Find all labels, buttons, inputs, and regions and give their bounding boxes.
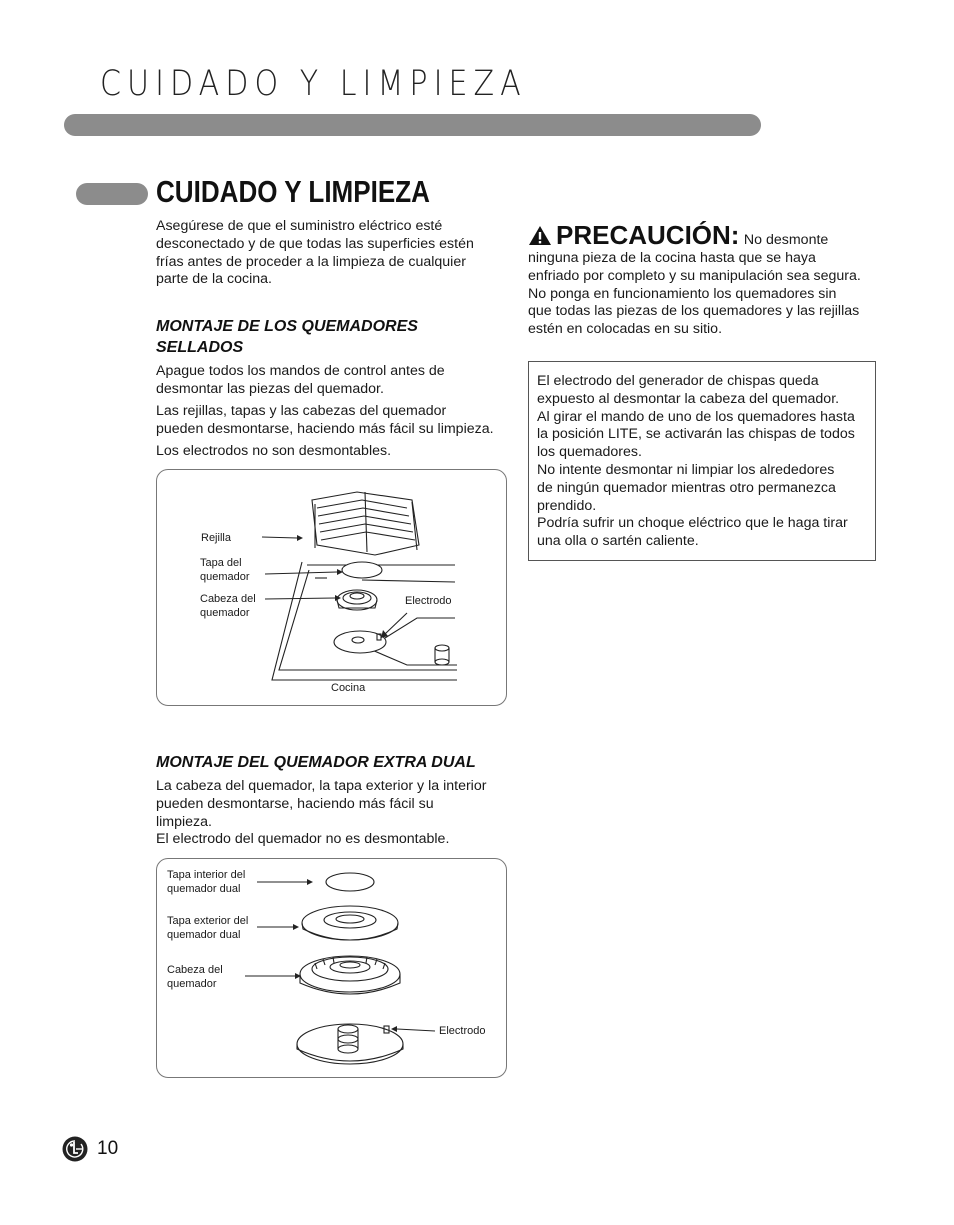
note-line: de ningún quemador mientras otro permanezca	[537, 479, 836, 496]
paragraph-line: pueden desmontarse, haciendo más fácil su	[156, 795, 434, 812]
label-line: quemador	[167, 978, 217, 990]
caution-heading-line	[528, 220, 888, 251]
paragraph-line: limpieza.	[156, 813, 212, 830]
caution-text	[528, 250, 888, 339]
dual-burner-p1	[156, 778, 516, 849]
caution-line: enfriado por completo y su manipulación sea segura.	[528, 267, 861, 284]
label-cooktop: Cocina	[331, 682, 366, 694]
caution-title: PRECAUCIÓN:	[556, 220, 740, 250]
caution-line: que todas las piezas de los quemadores y las rejillas	[528, 303, 860, 320]
caution-inline-text: No desmonte	[743, 232, 829, 248]
label-head	[200, 592, 256, 620]
label-electrode: Electrodo	[405, 595, 452, 607]
heading-line: MONTAJE DE LOS QUEMADORES	[156, 318, 418, 335]
note-line: Podría sufrir un choque eléctrico que le haga tirar	[537, 515, 848, 532]
sealed-burners-figure	[156, 469, 507, 706]
title-bar	[64, 114, 761, 136]
paragraph-line: La cabeza del quemador, la tapa exterior y la interior	[156, 778, 487, 794]
paragraph-line: Las rejillas, tapas y las cabezas del quemador	[156, 403, 447, 419]
label-electrode: Electrodo	[439, 1025, 486, 1037]
dual-burner-heading: MONTAJE DEL QUEMADOR EXTRA DUAL	[156, 754, 476, 771]
note-line: los quemadores.	[537, 444, 642, 461]
intro-paragraph	[156, 218, 516, 289]
heading-line: SELLADOS	[156, 339, 244, 356]
note-line: El electrodo del generador de chispas queda	[537, 373, 819, 389]
caution-line: estén en colocadas en su sitio.	[528, 321, 723, 338]
note-line: No intente desmontar ni limpiar los alrededores	[537, 461, 835, 478]
paragraph-line: pueden desmontarse, haciendo más fácil su limpieza.	[156, 420, 494, 437]
label-line: Tapa del	[200, 557, 242, 569]
label-line: Tapa exterior del	[167, 915, 249, 927]
caution-block	[528, 220, 888, 339]
label-cap	[200, 556, 250, 584]
paragraph-line: desmontar las piezas del quemador.	[156, 380, 384, 397]
caution-line: ninguna pieza de la cocina hasta que se haya	[528, 250, 816, 266]
label-line: quemador dual	[167, 929, 241, 941]
note-line: Al girar el mando de uno de los quemadores hasta	[537, 408, 855, 425]
intro-line: desconectado y de que todas las superficies estén	[156, 235, 474, 252]
sealed-burners-p3: Los electrodos no son desmontables.	[156, 443, 392, 459]
paragraph-line: El electrodo del quemador no es desmontable.	[156, 831, 450, 848]
label-outer-cap	[167, 914, 248, 942]
inner-cap	[326, 873, 374, 891]
sealed-burners-heading	[156, 316, 516, 358]
section-title: CUIDADO Y LIMPIEZA	[156, 174, 430, 209]
note-line: expuesto al desmontar la cabeza del quemador.	[537, 390, 840, 407]
burner-base	[297, 1024, 403, 1064]
note-text	[537, 373, 873, 551]
lg-logo-icon	[62, 1136, 88, 1167]
label-grate: Rejilla	[201, 532, 231, 544]
label-burner-head	[167, 963, 223, 991]
cooktop-illustration	[157, 470, 506, 705]
intro-line: parte de la cocina.	[156, 271, 272, 288]
intro-line: Asegúrese de que el suministro eléctrico esté	[156, 218, 443, 234]
label-line: Tapa interior del	[167, 869, 246, 881]
section-pill	[76, 183, 148, 205]
page-title: CUIDADO Y LIMPIEZA	[100, 64, 527, 104]
label-line: quemador dual	[167, 883, 241, 895]
intro-line: frías antes de proceder a la limpieza de cualquier	[156, 253, 466, 270]
note-line: una olla o sartén caliente.	[537, 533, 699, 550]
label-inner-cap	[167, 868, 245, 896]
dual-burner-figure	[156, 858, 507, 1078]
burner-cap	[342, 562, 382, 578]
label-line: quemador	[200, 607, 250, 619]
electrode-warning-box	[528, 361, 876, 561]
caution-line: No ponga en funcionamiento los quemadores sin	[528, 285, 837, 302]
paragraph-line: Apague todos los mandos de control antes de	[156, 363, 445, 379]
label-line: Cabeza del	[167, 964, 223, 976]
note-line: prendido.	[537, 497, 597, 514]
sealed-burners-p2	[156, 403, 516, 439]
page-number: 10	[97, 1138, 119, 1159]
label-line: quemador	[200, 571, 250, 583]
label-line: Cabeza del	[200, 593, 256, 605]
sealed-burners-p1	[156, 363, 516, 399]
note-line: la posición LITE, se activarán las chispas de todos	[537, 426, 855, 443]
warning-triangle-icon	[528, 225, 552, 251]
